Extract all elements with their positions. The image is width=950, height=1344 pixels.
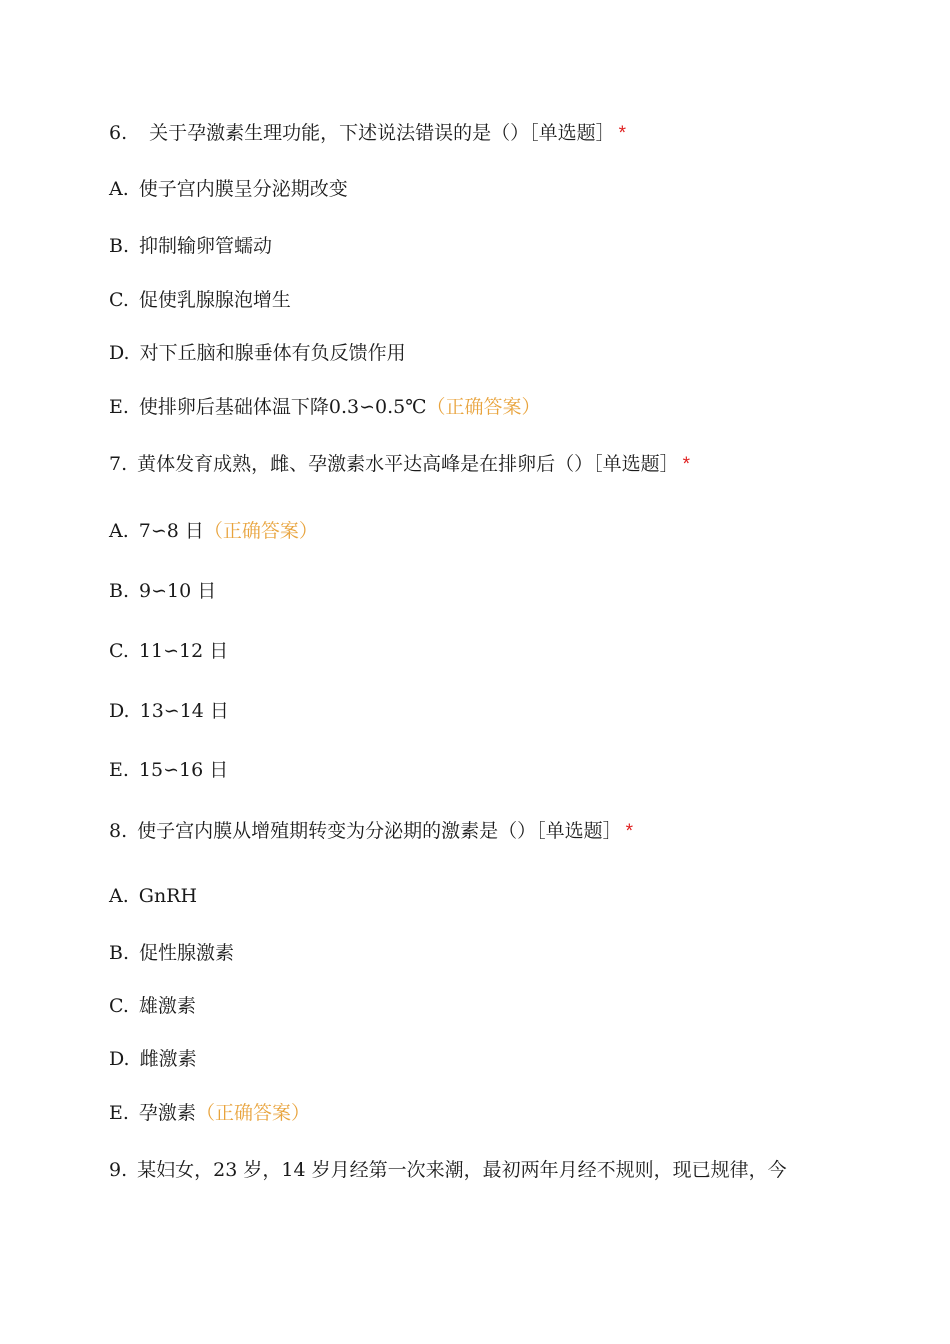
question-7-stem xyxy=(109,452,690,477)
correct-answer-tag: （正确答案） xyxy=(426,396,541,418)
option-8b xyxy=(109,941,234,965)
option-letter: B. xyxy=(109,942,130,964)
option-text: 对下丘脑和腺垂体有负反馈作用 xyxy=(139,342,406,364)
option-letter: B. xyxy=(109,235,130,257)
option-text: 使子宫内膜呈分泌期改变 xyxy=(138,178,348,200)
question-number: 6. xyxy=(109,122,128,144)
question-text: 某妇女，23 岁，14 岁月经第一次来潮，最初两年月经不规则，现已规律，今 xyxy=(137,1159,787,1181)
option-letter: C. xyxy=(109,995,129,1017)
required-mark: * xyxy=(682,454,691,475)
option-letter: E. xyxy=(109,759,129,781)
option-text: 孕激素 xyxy=(138,1102,196,1124)
question-9-stem xyxy=(109,1158,787,1182)
option-text: 11∽12 日 xyxy=(138,640,229,662)
option-6b xyxy=(109,234,272,258)
option-text: 13∽14 日 xyxy=(139,700,229,722)
option-letter: C. xyxy=(109,640,129,662)
option-letter: D. xyxy=(109,700,130,722)
question-number: 9. xyxy=(109,1159,128,1181)
option-7b xyxy=(109,579,216,603)
option-text: 促性腺激素 xyxy=(139,942,235,964)
question-text: 关于孕激素生理功能，下述说法错误的是（）［单选题］ xyxy=(149,122,615,144)
option-text: 雄激素 xyxy=(138,995,196,1017)
option-letter: C. xyxy=(109,289,129,311)
option-text: 15∽16 日 xyxy=(138,759,229,781)
option-6d xyxy=(109,341,406,365)
option-text: 促使乳腺腺泡增生 xyxy=(138,289,291,311)
question-8-stem xyxy=(109,819,633,844)
option-text: 使排卵后基础体温下降0.3∽0.5℃ xyxy=(138,396,427,418)
correct-answer-tag: （正确答案） xyxy=(203,520,318,542)
option-letter: A. xyxy=(109,520,129,542)
option-8a xyxy=(109,884,197,908)
option-8c xyxy=(109,994,196,1018)
option-text: 雌激素 xyxy=(139,1048,197,1070)
option-letter: E. xyxy=(109,1102,129,1124)
option-letter: D. xyxy=(109,342,130,364)
option-text: 7∽8 日 xyxy=(138,520,204,542)
option-7c xyxy=(109,639,228,663)
question-number: 7. xyxy=(109,453,128,475)
option-letter: D. xyxy=(109,1048,130,1070)
option-7a xyxy=(109,519,318,543)
option-6a xyxy=(109,177,348,201)
option-6c xyxy=(109,288,291,312)
question-text: 使子宫内膜从增殖期转变为分泌期的激素是（）［单选题］ xyxy=(137,820,622,842)
correct-answer-tag: （正确答案） xyxy=(195,1102,310,1124)
option-6e xyxy=(109,395,541,419)
required-mark: * xyxy=(625,821,634,842)
option-text: 抑制输卵管蠕动 xyxy=(139,235,273,257)
option-letter: E. xyxy=(109,396,129,418)
option-7d xyxy=(109,699,229,723)
option-7e xyxy=(109,758,228,782)
option-letter: B. xyxy=(109,580,130,602)
option-letter: A. xyxy=(109,885,129,907)
option-8d xyxy=(109,1047,197,1071)
option-text: GnRH xyxy=(138,885,198,907)
question-text: 黄体发育成熟，雌、孕激素水平达高峰是在排卵后（）［单选题］ xyxy=(137,453,679,475)
option-8e xyxy=(109,1101,310,1125)
option-letter: A. xyxy=(109,178,129,200)
option-text: 9∽10 日 xyxy=(139,580,217,602)
required-mark: * xyxy=(618,123,627,144)
question-number: 8. xyxy=(109,820,128,842)
question-6-stem xyxy=(109,121,626,146)
